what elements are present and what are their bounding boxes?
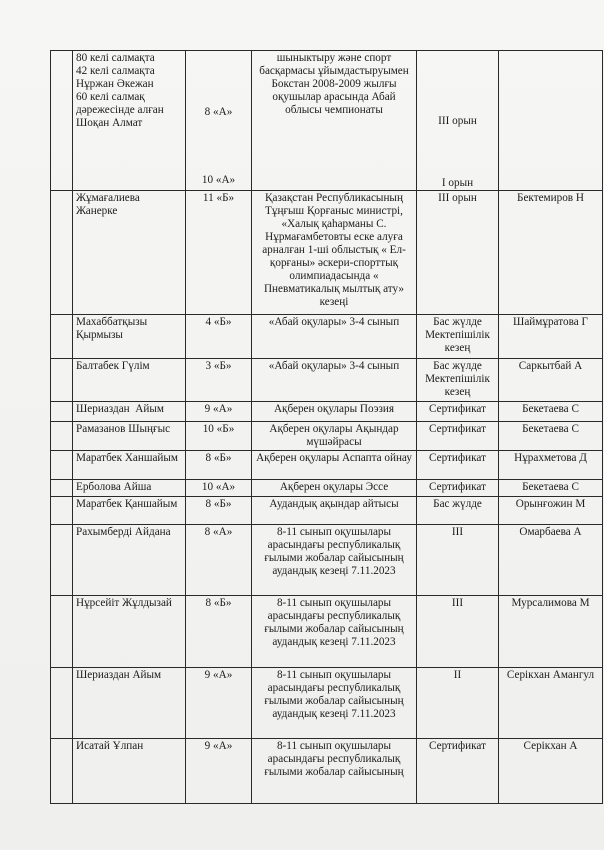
result-cell	[417, 51, 499, 191]
event-cell: Ақберен оқулары Поэзия	[252, 402, 417, 422]
number-cell	[51, 668, 73, 739]
table-row	[51, 668, 603, 739]
student-name-cell: Махаббатқызы Қырмызы	[73, 315, 186, 359]
class-cell: 8 «Б»	[186, 596, 252, 668]
class-cell: 9 «А»	[186, 668, 252, 739]
teacher-cell	[499, 51, 603, 191]
table-row	[51, 451, 603, 480]
table-row	[51, 422, 603, 451]
result-cell: Бас жүлде Мектепішілік кезең	[417, 359, 499, 402]
teacher-cell: Серікхан А	[499, 739, 603, 804]
table-row	[51, 480, 603, 497]
class-cell: 10 «А»	[186, 480, 252, 497]
event-cell: «Абай оқулары» 3-4 сынып	[252, 315, 417, 359]
table-row	[51, 51, 603, 191]
number-cell	[51, 480, 73, 497]
result-cell: Сертификат	[417, 422, 499, 451]
table-row	[51, 739, 603, 804]
class-value: 8 «А»	[204, 106, 233, 118]
event-cell: Ақберен оқулары Аспапта ойнау	[252, 451, 417, 480]
teacher-cell: Бекетаева С	[499, 480, 603, 497]
teacher-cell: Бекетаева С	[499, 402, 603, 422]
number-cell	[51, 422, 73, 451]
teacher-cell: Шаймұратова Г	[499, 315, 603, 359]
event-cell: Ақберен оқулары Ақындар мүшәйрасы	[252, 422, 417, 451]
number-cell	[51, 596, 73, 668]
number-cell	[51, 497, 73, 525]
teacher-cell: Бектемиров Н	[499, 191, 603, 315]
results-table	[50, 50, 603, 804]
class-cell: 8 «А»	[186, 525, 252, 596]
class-cell: 9 «А»	[186, 402, 252, 422]
number-cell	[51, 525, 73, 596]
event-cell: 8-11 сынып оқушылары арасындағы республикалық ғылыми жобалар сайысының аудандық кезеңі 7.11.2023	[252, 525, 417, 596]
result-value: I орын	[441, 177, 474, 189]
table-row	[51, 525, 603, 596]
student-name-line: 60 келі салмақ	[76, 91, 145, 103]
teacher-cell: Бекетаева С	[499, 422, 603, 451]
class-cell: 11 «Б»	[186, 191, 252, 315]
event-cell: шыныктыру және спорт басқармасы ұйымдастыруымен Бокстан 2008-2009 жылғы оқушылар арасында Абай облысы чемпионаты	[252, 51, 417, 191]
class-cell: 9 «А»	[186, 739, 252, 804]
number-cell	[51, 739, 73, 804]
result-cell: II	[417, 668, 499, 739]
student-name-line: дәрежесінде алған	[76, 104, 164, 116]
result-value: III орын	[438, 115, 477, 127]
table-row	[51, 359, 603, 402]
teacher-cell: Омарбаева А	[499, 525, 603, 596]
class-value: 10 «А»	[201, 174, 236, 186]
result-cell: III орын	[417, 191, 499, 315]
student-name-cell: Жұмағалиева Жанерке	[73, 191, 186, 315]
event-cell: «Абай оқулары» 3-4 сынып	[252, 359, 417, 402]
result-cell: Сертификат	[417, 451, 499, 480]
teacher-cell: Нұрахметова Д	[499, 451, 603, 480]
result-cell: Бас жүлде Мектепішілік кезең	[417, 315, 499, 359]
teacher-cell: Мурсалимова М	[499, 596, 603, 668]
class-cell: 8 «Б»	[186, 451, 252, 480]
result-cell: III	[417, 596, 499, 668]
result-cell: Сертификат	[417, 480, 499, 497]
student-name-cell: Маратбек Ханшайым	[73, 451, 186, 480]
class-cell: 3 «Б»	[186, 359, 252, 402]
result-cell: Сертификат	[417, 402, 499, 422]
student-name-cell: Рамазанов Шыңғыс	[73, 422, 186, 451]
event-cell: 8-11 сынып оқушылары арасындағы республикалық ғылыми жобалар сайысының аудандық кезеңі 7.11.2023	[252, 596, 417, 668]
teacher-cell: Орынғожин М	[499, 497, 603, 525]
teacher-cell: Серікхан Амангул	[499, 668, 603, 739]
table-row	[51, 596, 603, 668]
student-name-cell: Балтабек Гүлім	[73, 359, 186, 402]
event-cell: Аудандық ақындар айтысы	[252, 497, 417, 525]
teacher-cell: Саркытбай А	[499, 359, 603, 402]
number-cell	[51, 191, 73, 315]
result-cell: Бас жүлде	[417, 497, 499, 525]
event-cell: 8-11 сынып оқушылары арасындағы республикалық ғылыми жобалар сайысының аудандық кезеңі 7.11.2023	[252, 668, 417, 739]
class-cell: 8 «Б»	[186, 497, 252, 525]
table-row	[51, 315, 603, 359]
table-row	[51, 402, 603, 422]
student-name-cell: Рахымберді Айдана	[73, 525, 186, 596]
student-name-cell: Шериаздан Айым	[73, 402, 186, 422]
student-name-line: Нұржан Әкежан	[76, 78, 154, 90]
student-name-line: 80 келі салмақта	[76, 52, 155, 64]
number-cell	[51, 51, 73, 191]
event-cell: Ақберен оқулары Эссе	[252, 480, 417, 497]
class-cell	[186, 51, 252, 191]
table-row	[51, 191, 603, 315]
event-cell: 8-11 сынып оқушылары арасындағы республикалық ғылыми жобалар сайысының	[252, 739, 417, 804]
student-name-cell: Исатай Ұлпан	[73, 739, 186, 804]
result-cell: Сертификат	[417, 739, 499, 804]
table-row	[51, 497, 603, 525]
event-cell: Қазақстан Республикасының Тұңғыш Қорғаныс министрі, «Халық қаһарманы С. Нұрмағамбетовты еске алуға арналған 1-ші облыстық « Ел-қорғаны» әскери-спорттық олимпиадасында « Пневматикалық мылтық ату» кезеңі	[252, 191, 417, 315]
class-cell: 10 «Б»	[186, 422, 252, 451]
student-name-cell: Ерболова Айша	[73, 480, 186, 497]
result-cell: III	[417, 525, 499, 596]
student-name-cell: Шериаздан Айым	[73, 668, 186, 739]
number-cell	[51, 451, 73, 480]
student-name-cell: Маратбек Қаншайым	[73, 497, 186, 525]
number-cell	[51, 315, 73, 359]
student-name-line: Шоқан Алмат	[76, 117, 143, 129]
number-cell	[51, 402, 73, 422]
student-name-line: 42 келі салмақта	[76, 65, 155, 77]
student-name-cell: Нұрсейіт Жұлдызай	[73, 596, 186, 668]
class-cell: 4 «Б»	[186, 315, 252, 359]
student-name-cell	[73, 51, 186, 191]
number-cell	[51, 359, 73, 402]
